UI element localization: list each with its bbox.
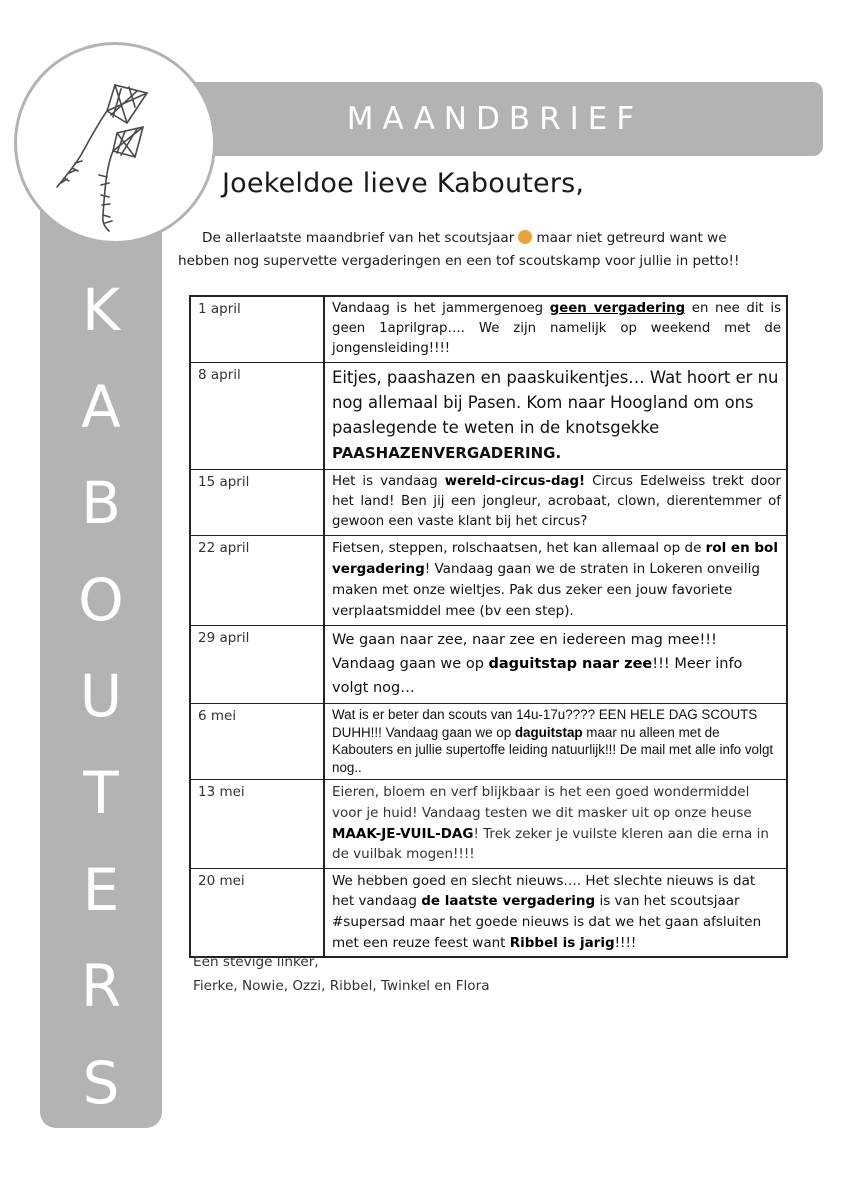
intro-paragraph bbox=[178, 227, 778, 273]
activity-cell bbox=[324, 296, 787, 363]
activity-text: We hebben goed en slecht nieuws…. Het slechte nieuws is dat het vandaag bbox=[332, 872, 756, 910]
activity-text: Eitjes, paashazen en paaskuikentjes… Wat hoort er nu nog allemaal bij Pasen. Kom naar Hoogland om ons paaslegende te weten in de knotsgekke bbox=[332, 368, 779, 437]
activity-cell bbox=[324, 868, 787, 957]
activity-text: !!! Meer info volgt nog… bbox=[332, 656, 743, 696]
table-row bbox=[190, 470, 787, 536]
sidebar-letter: A bbox=[81, 372, 121, 441]
sidebar-letter: B bbox=[81, 469, 121, 538]
activity-text: maar nu alleen met de Kabouters en jullie supertoffe leiding natuurlijk!!! De mail met alle info volgt nog.. bbox=[332, 724, 774, 775]
date-cell: 15 april bbox=[190, 470, 324, 536]
sidebar-letter: O bbox=[78, 565, 124, 634]
table-row bbox=[190, 296, 787, 363]
schedule-table bbox=[189, 295, 788, 958]
signoff bbox=[193, 950, 490, 998]
sidebar-letter: S bbox=[82, 1048, 120, 1117]
sidebar-letter: K bbox=[81, 276, 121, 344]
activity-highlight: daguitstap naar zee bbox=[488, 656, 653, 672]
activity-cell bbox=[324, 626, 787, 704]
activity-text: Eieren, bloem en verf blijkbaar is het een goed wondermiddel voor je huid! Vandaag testen we dit masker uit op onze heuse bbox=[332, 784, 752, 821]
activity-text: Fietsen, steppen, rolschaatsen, het kan allemaal op de bbox=[332, 540, 706, 556]
activity-text: !!!! bbox=[614, 934, 637, 951]
activity-highlight: Ribbel is jarig bbox=[509, 934, 615, 951]
table-row bbox=[190, 868, 787, 957]
activity-text: is van het scoutsjaar #supersad maar het goede nieuws is dat we het gaan afsluiten met een reuze feest want bbox=[332, 893, 762, 951]
logo bbox=[14, 42, 216, 244]
activity-highlight: PAASHAZENVERGADERING. bbox=[332, 444, 562, 462]
activity-highlight: de laatste vergadering bbox=[421, 893, 596, 910]
table-row bbox=[190, 780, 787, 868]
date-cell: 8 april bbox=[190, 363, 324, 470]
activity-highlight: wereld-circus-dag! bbox=[444, 474, 586, 489]
table-row bbox=[190, 704, 787, 780]
sidebar-letter: R bbox=[80, 952, 122, 1021]
activity-text: Circus Edelweiss trekt door het land! Ben jij een jongleur, acrobaat, clown, dierentemmer of gewoon een vaste klant bij het circus? bbox=[332, 474, 781, 529]
greeting-heading: Joekeldoe lieve Kabouters, bbox=[222, 168, 585, 199]
signoff-names: Fierke, Nowie, Ozzi, Ribbel, Twinkel en Flora bbox=[193, 978, 490, 994]
sidebar-letter: T bbox=[83, 758, 119, 827]
activity-text: We gaan naar zee, naar zee en iedereen mag mee!!! Vandaag gaan we op bbox=[332, 632, 717, 672]
activity-text: Vandaag is het jammergenoeg bbox=[332, 301, 550, 316]
activity-highlight: rol en bol vergadering bbox=[332, 540, 778, 577]
date-cell: 20 mei bbox=[190, 868, 324, 957]
activity-highlight: daguitstap bbox=[514, 724, 583, 740]
header-title: MAANDBRIEF bbox=[346, 101, 644, 137]
activity-highlight: geen vergadering bbox=[549, 301, 686, 316]
sidebar-title bbox=[40, 262, 162, 1131]
activity-cell bbox=[324, 704, 787, 780]
activity-text: Het is vandaag bbox=[332, 474, 445, 489]
activity-cell bbox=[324, 536, 787, 626]
date-cell: 13 mei bbox=[190, 780, 324, 868]
table-row bbox=[190, 626, 787, 704]
activity-cell bbox=[324, 363, 787, 470]
activity-text: ! Vandaag gaan we de straten in Lokeren onveilig maken met onze wieltjes. Pak dus zeker een jouw favoriete verplaatsmiddel mee (bv een step). bbox=[332, 561, 760, 619]
intro-text: maar niet getreurd want we hebben nog supervette vergaderingen en een tof scoutskamp voor jullie in petto!! bbox=[178, 230, 740, 269]
signoff-greeting: Een stevige linker, bbox=[193, 954, 319, 970]
table-row bbox=[190, 363, 787, 470]
sidebar-letter: E bbox=[82, 855, 120, 924]
table-row bbox=[190, 536, 787, 626]
activity-cell bbox=[324, 470, 787, 536]
intro-text: De allerlaatste maandbrief van het scoutsjaar bbox=[202, 230, 515, 246]
date-cell: 6 mei bbox=[190, 704, 324, 780]
date-cell: 29 april bbox=[190, 626, 324, 704]
date-cell: 1 april bbox=[190, 296, 324, 363]
activity-text: en nee dit is geen 1aprilgrap…. We zijn namelijk op weekend met de jongensleiding!!!! bbox=[332, 301, 781, 356]
activity-cell bbox=[324, 780, 787, 868]
activity-text: ! Trek zeker je vuilste kleren aan die erna in de vuilbak mogen!!!! bbox=[332, 825, 769, 863]
kite-icon bbox=[17, 45, 213, 241]
sad-face-emoji-icon bbox=[518, 230, 532, 244]
activity-text: Wat is er beter dan scouts van 14u-17u???? EEN HELE DAG SCOUTS DUHH!!! Vandaag gaan we op bbox=[332, 707, 758, 740]
sidebar-letter: U bbox=[79, 662, 123, 731]
activity-highlight: MAAK-JE-VUIL-DAG bbox=[332, 825, 474, 842]
date-cell: 22 april bbox=[190, 536, 324, 626]
